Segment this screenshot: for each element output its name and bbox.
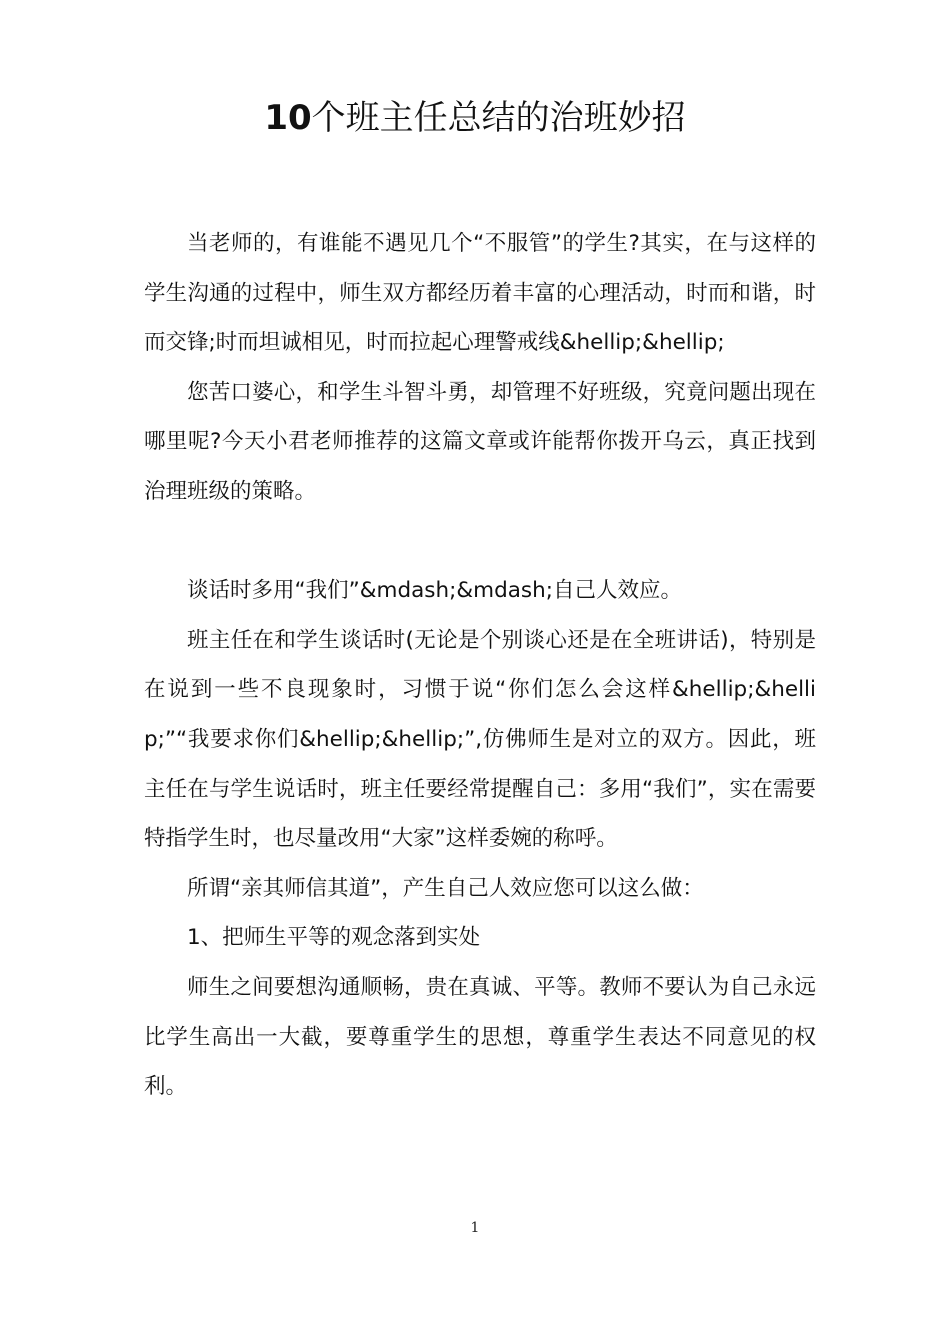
- paragraph-spacer: [144, 517, 816, 567]
- paragraph-we-usage: 班主任在和学生谈话时(无论是个别谈心还是在全班讲话)，特别是在说到一些不良现象时，习惯于说“你们怎么会这样&hellip;&hellip;”“我要求你们&hellip;&hellip;”,仿佛师生是对立的双方。因此，班主任在与学生说话时，班主任要经常提醒自己：多用“我们”，实在需要特指学生时，也尽量改用“大家”这样委婉的称呼。: [144, 627, 816, 852]
- paragraph-intro: 当老师的，有谁能不遇见几个“不服管”的学生?其实，在与这样的学生沟通的过程中，师生双方都经历着丰富的心理活动，时而和谐，时而交锋;时而坦诚相见，时而拉起心理警戒线&hellip;&hellip;: [144, 231, 816, 356]
- paragraph-equality: 师生之间要想沟通顺畅，贵在真诚、平等。教师不要认为自己永远比学生高出一大截，要尊重学生的思想，尊重学生表达不同意见的权利。: [144, 974, 816, 1100]
- section-heading-we-effect: 谈话时多用“我们”&mdash;&mdash;自己人效应。: [187, 578, 682, 604]
- page-number: 1: [470, 1220, 480, 1236]
- title-text: 个班主任总结的治班妙招: [311, 98, 686, 138]
- list-item-1: 1、把师生平等的观念落到实处: [187, 925, 481, 951]
- document-body: [144, 219, 816, 1112]
- title-number: 10: [264, 98, 312, 138]
- paragraph-problem: 您苦口婆心，和学生斗智斗勇，却管理不好班级，究竟问题出现在哪里呢?今天小君老师推荐的这篇文章或许能帮你拨开乌云，真正找到治理班级的策略。: [144, 379, 816, 504]
- paragraph-how-to: 所谓“亲其师信其道”，产生自己人效应您可以这么做：: [187, 875, 704, 901]
- document-title: [0, 92, 950, 144]
